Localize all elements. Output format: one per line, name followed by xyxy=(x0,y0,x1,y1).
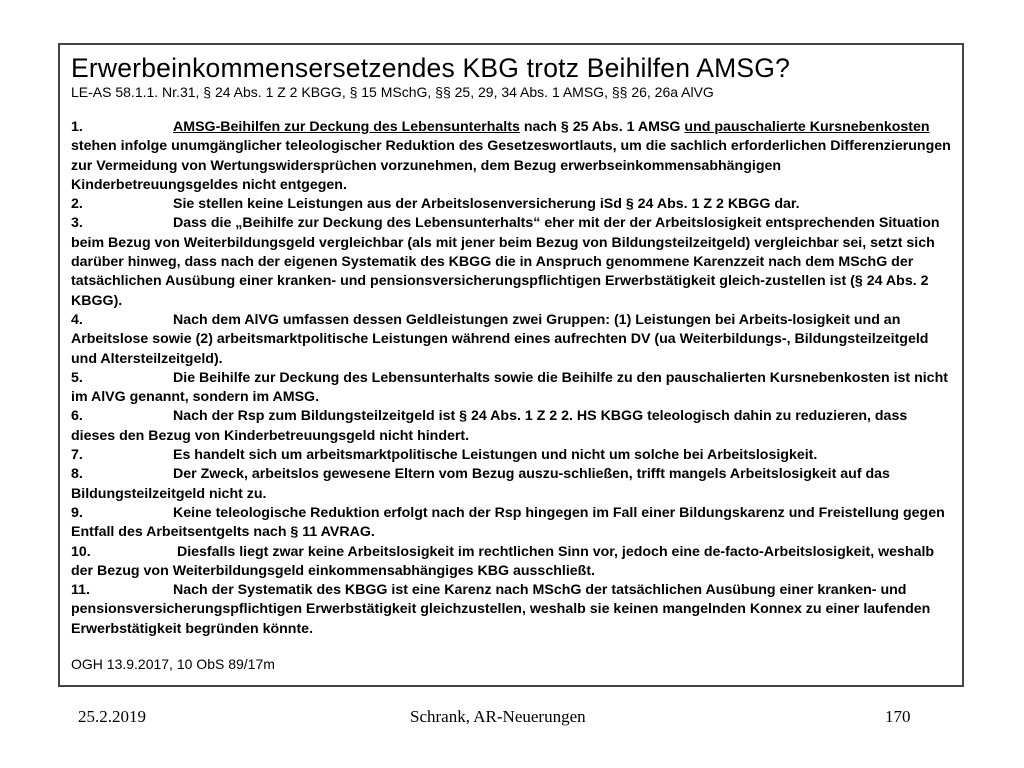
item-text: Nach der Rsp zum Bildungsteilzeitgeld ist § 24 Abs. 1 Z 2 2. HS KBGG teleologisch dahin zu reduzieren, dass dieses den Bezug von Kinderbetreuungsgeld nicht hindert. xyxy=(71,408,908,444)
item-text: Sie stellen keine Leistungen aus der Arbeitslosenversicherung iSd § 24 Abs. 1 Z 2 KBGG dar. xyxy=(173,196,800,213)
item-number: 9. xyxy=(71,504,83,521)
list-item-8 xyxy=(71,465,952,504)
slide-subtitle: LE-AS 58.1.1. Nr.31, § 24 Abs. 1 Z 2 KBGG, § 15 MSchG, §§ 25, 29, 34 Abs. 1 AMSG, §§ 26, 26a AlVG xyxy=(71,84,714,100)
item-text: Die Beihilfe zur Deckung des Lebensunterhalts sowie die Beihilfe zu den pauschalierten Kursnebenkosten ist nicht im AlVG genannt, sondern im AMSG. xyxy=(71,369,948,406)
footer-page-number: 170 xyxy=(885,707,911,726)
item-number: 10. xyxy=(71,543,91,560)
item-number: 3. xyxy=(71,215,83,232)
item-number: 1. xyxy=(71,119,83,135)
item-underlined-text: und pauschalierte Kursnebenkosten xyxy=(684,119,930,135)
item-number: 5. xyxy=(71,369,83,386)
list-item-2 xyxy=(71,195,952,214)
slide-title: Erwerbeinkommensersetzendes KBG trotz Beihilfen AMSG? xyxy=(71,53,791,83)
footer-date: 25.2.2019 xyxy=(78,707,146,726)
list-item-1 xyxy=(71,118,952,195)
list-item-6 xyxy=(71,407,952,446)
item-text: Der Zweck, arbeitslos gewesene Eltern vom Bezug auszu-schließen, trifft mangels Arbeitslosigkeit auf das Bildungsteilzeitgeld nicht zu. xyxy=(71,466,890,502)
item-text: Keine teleologische Reduktion erfolgt nach der Rsp hingegen im Fall einer Bildungskarenz und Freistellung gegen Entfall des Arbeitsentgelts nach § 11 AVRAG. xyxy=(71,504,945,541)
item-text: Dass die „Beihilfe zur Deckung des Lebensunterhalts“ eher mit der der Arbeitslosigkeit entsprechenden Situation beim Bezug von Weiterbildungsgeld vergleichbar (als mit jener beim Bezug von Bildungsteilzeitgeld) vergleichbar sei, setzt sich darüber hinweg, dass nach der eigenen Systematik des KBGG die in Anspruch genommene Karenzzeit nach dem MSchG der tatsächlichen Ausübung einer kranken- und pensionsversicherungspflichtigen Erwerbstätigkeit gleich-zustellen ist (§ 24 Abs. 2 KBGG). xyxy=(71,215,940,309)
item-number: 2. xyxy=(71,196,83,213)
item-text: Nach der Systematik des KBGG ist eine Karenz nach MSchG der tatsächlichen Ausübung einer kranken- und pensionsversicherungspflichtigen Erwerbstätigkeit gleichzustellen, weshalb sie keinen mangelnden Konnex zu einer laufenden Erwerbstätigkeit begründen könnte. xyxy=(71,582,931,637)
footer-author: Schrank, AR-Neuerungen xyxy=(410,707,586,726)
list-item-4 xyxy=(71,311,952,369)
list-item-11 xyxy=(71,581,952,639)
item-text: stehen infolge unumgänglicher teleologischer Reduktion des Gesetzeswortlauts, um die sachlich erforderlichen Differenzierungen zur Vermeidung von Wertungswidersprüchen vorzunehmen, dem Bezug erwerbseinkommensabhängigen Kinderbetreuungsgeldes nicht entgegen. xyxy=(71,138,951,193)
item-number: 8. xyxy=(71,466,83,483)
item-number: 7. xyxy=(71,447,83,464)
content-frame xyxy=(58,43,964,687)
item-number: 6. xyxy=(71,408,83,425)
item-number: 11. xyxy=(71,582,90,599)
list-item-7 xyxy=(71,446,952,465)
list-item-10 xyxy=(71,543,952,582)
source-citation: OGH 13.9.2017, 10 ObS 89/17m xyxy=(71,656,275,673)
item-text: nach § 25 Abs. 1 AMSG xyxy=(519,119,685,135)
item-text: Diesfalls liegt zwar keine Arbeitslosigkeit im rechtlichen Sinn vor, jedoch eine de-facto-Arbeitslosigkeit, weshalb der Bezug von Weiterbildungsgeld einkommensabhängiges KBG ausschließt. xyxy=(71,543,935,579)
list-item-5 xyxy=(71,369,952,408)
list-item-9 xyxy=(71,504,952,543)
item-underlined-text: AMSG-Beihilfen zur Deckung des Lebensunterhalts xyxy=(173,119,520,135)
item-number: 4. xyxy=(71,311,83,328)
list-item-3 xyxy=(71,214,952,310)
item-text: Es handelt sich um arbeitsmarktpolitische Leistungen und nicht um solche bei Arbeitslosigkeit. xyxy=(173,447,818,464)
item-text: Nach dem AlVG umfassen dessen Geldleistungen zwei Gruppen: (1) Leistungen bei Arbeits-losigkeit und an Arbeitslose sowie (2) arbeitsmarktpolitische Leistungen während eines aufrechten DV (ua Weiterbildungs-, Bildungsteilzeitgeld und Altersteilzeitgeld). xyxy=(71,311,929,367)
